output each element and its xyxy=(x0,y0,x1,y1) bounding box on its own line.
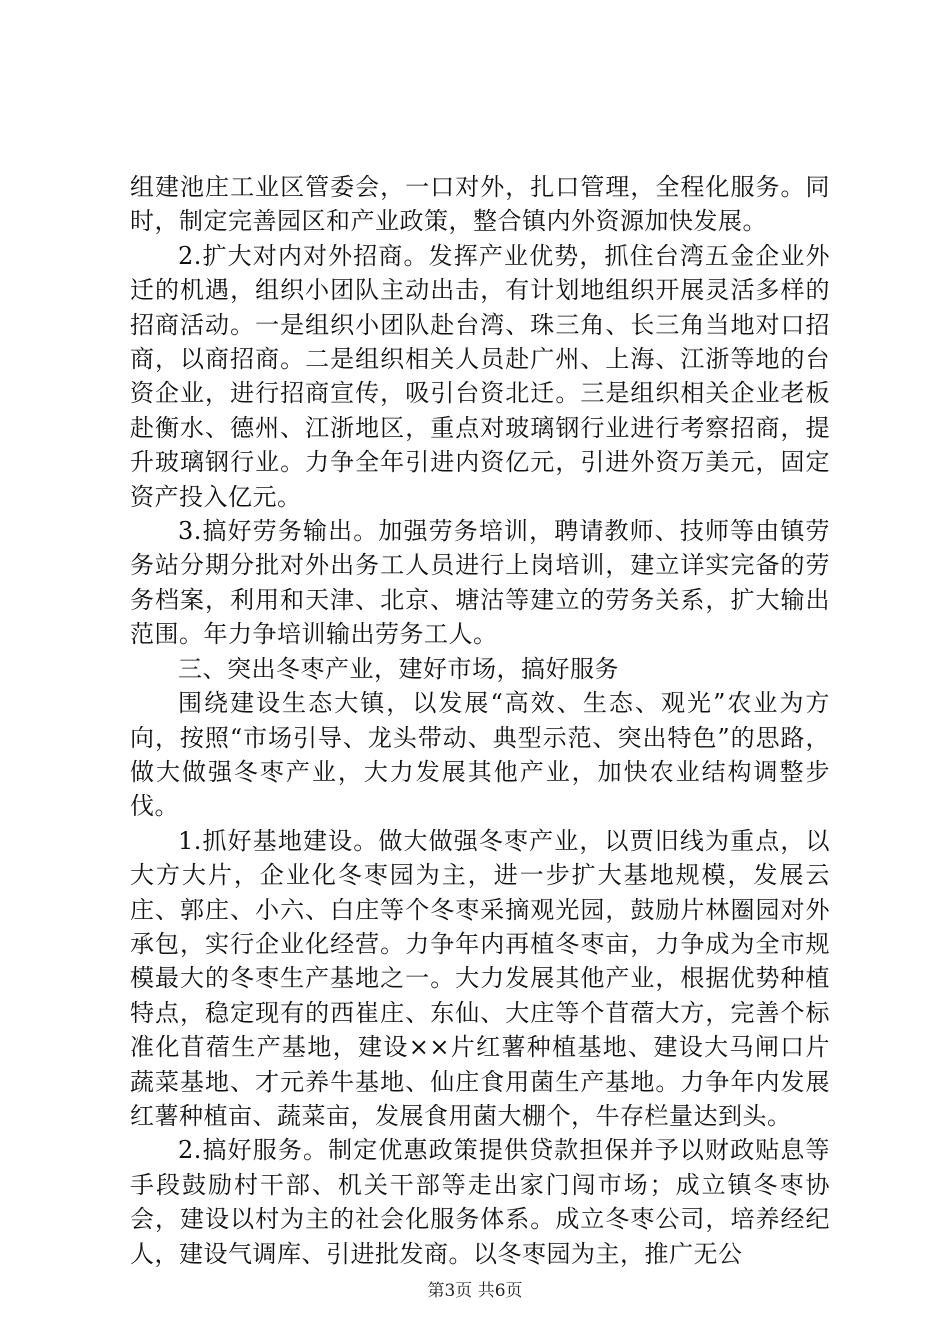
paragraph-continuation: 组建池庄工业区管委会，一口对外，扎口管理，全程化服务。同时，制定完善园区和产业政策，整合镇内外资源加快发展。 xyxy=(130,173,830,236)
body-text xyxy=(130,170,830,1271)
paragraph-intro: 围绕建设生态大镇，以发展“高效、生态、观光”农业为方向，按照“市场引导、龙头带动、典型示范、突出特色”的思路，做大做强冬枣产业，大力发展其他产业，加快农业结构调整步伐。 xyxy=(130,689,830,821)
paragraph-services: 2.搞好服务。制定优惠政策提供贷款担保并予以财政贴息等手段鼓励村干部、机关干部等走出家门闯市场；成立镇冬枣协会，建设以村为主的社会化服务体系。成立冬枣公司，培养经纪人，建设气调库、引进批发商。以冬枣园为主，推广无公 xyxy=(130,1136,830,1268)
paragraph-investment: 2.扩大对内对外招商。发挥产业优势，抓住台湾五金企业外迁的机遇，组织小团队主动出击，有计划地组织开展灵活多样的招商活动。一是组织小团队赴台湾、珠三角、长三角当地对口招商，以商招商。二是组织相关人员赴广州、上海、江浙等地的台资企业，进行招商宣传，吸引台资北迁。三是组织相关企业老板赴衡水、德州、江浙地区，重点对玻璃钢行业进行考察招商，提升玻璃钢行业。力争全年引进内资亿元，引进外资万美元，固定资产投入亿元。 xyxy=(130,241,830,511)
paragraph-labor: 3.搞好劳务输出。加强劳务培训，聘请教师、技师等由镇劳务站分期分批对外出务工人员进行上岗培训，建立详实完备的劳务档案，利用和天津、北京、塘沽等建立的劳务关系，扩大输出范围。年力争培训输出劳务工人。 xyxy=(130,517,830,649)
page-number: 第3页 共6页 xyxy=(427,1281,523,1301)
paragraph-base-construction: 1.抓好基地建设。做大做强冬枣产业，以贾旧线为重点，以大方大片，企业化冬枣园为主，进一步扩大基地规模，发展云庄、郭庄、小六、白庄等个冬枣采摘观光园，鼓励片林圈园对外承包，实行企业化经营。力争年内再植冬枣亩，力争成为全市规模最大的冬枣生产基地之一。大力发展其他产业，根据优势种植特点，稳定现有的西崔庄、东仙、大庄等个苜蓿大方，完善个标准化苜蓿生产基地，建设××片红薯种植基地、建设大马闸口片蔬菜基地、才元养牛基地、仙庄食用菌生产基地。力争年内发展红薯种植亩、蔬菜亩，发展食用菌大棚个，牛存栏量达到头。 xyxy=(130,826,830,1130)
section-heading: 三、突出冬枣产业，建好市场，搞好服务 xyxy=(178,654,619,683)
